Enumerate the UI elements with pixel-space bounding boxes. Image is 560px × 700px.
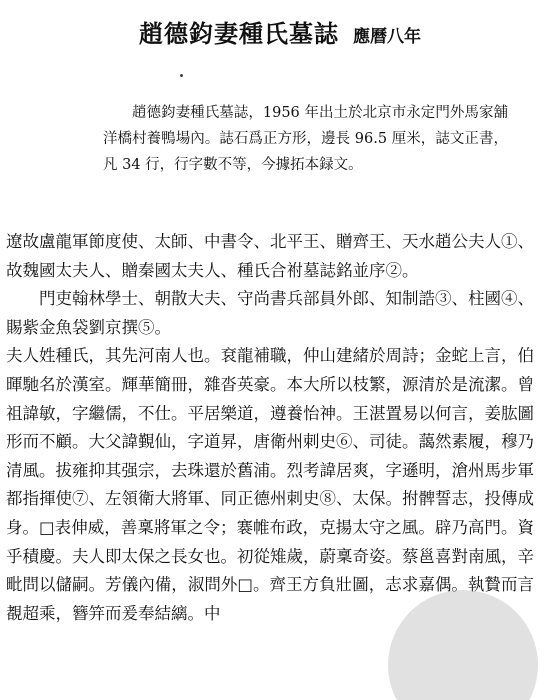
page-title: 趙德鈞妻種氏墓誌 <box>139 19 339 48</box>
main-paragraph: 夫人姓種氏，其先河南人也。袞龍補職，仲山建緒於周詩；金蛇上言，伯暉馳名於漢室。輝華簡冊，雜沓英豪。本大所以枝繁，源清於是流潔。曾祖諱敏，字繼儒，不仕。平居樂道，遵養怡神。王湛置易以何言，姜肱圖形而不顧。大父諱覲仙，字道昇，唐衛州刺史⑥、司徒。藹然素履，穆乃清風。拔雍抑其强宗，去珠還於舊浦。烈考諱居爽，字遜明，滄州馬步軍都指揮使⑦、左領衛大將軍、同正德州刺史⑧、太保。拊髀誓志，投傳成身。□表伸威，善稟將軍之令；褰帷布政，克揚太守之風。辟乃高門。資乎積慶。夫人即太保之長女也。初從雉歲，蔚稟奇姿。蔡邕喜對南風，辛毗問以儲嗣。芳儀內備，淑問外□。齊王方負壯圖，志求嘉偶。執贄而言覩超乘，簪笄而爰奉結縭。中 <box>6 346 534 623</box>
author-paragraph: 門吏翰林學士、朝散大夫、守尚書兵部員外郎、知制誥③、柱國④、賜紫金魚袋劉京撰⑤。 <box>6 289 534 337</box>
reign-year: 應曆八年 <box>353 27 421 47</box>
scan-speck <box>180 74 183 77</box>
epitaph-title-paragraph: 遼故盧龍軍節度使、太師、中書令、北平王、贈齊王、天水趙公夫人①、故魏國太夫人、贈秦國太夫人、種氏合祔墓誌銘並序②。 <box>6 232 534 280</box>
intro-note: 趙德鈞妻種氏墓誌，1956 年出土於北京市永定門外馬家舖洋橋村養鴨場內。誌石爲正方形，邊長 96.5 厘米，誌文正書，凡 34 行，行字數不等，今據拓本録文。 <box>103 105 508 173</box>
epitaph-text <box>6 228 534 628</box>
header <box>0 14 560 49</box>
